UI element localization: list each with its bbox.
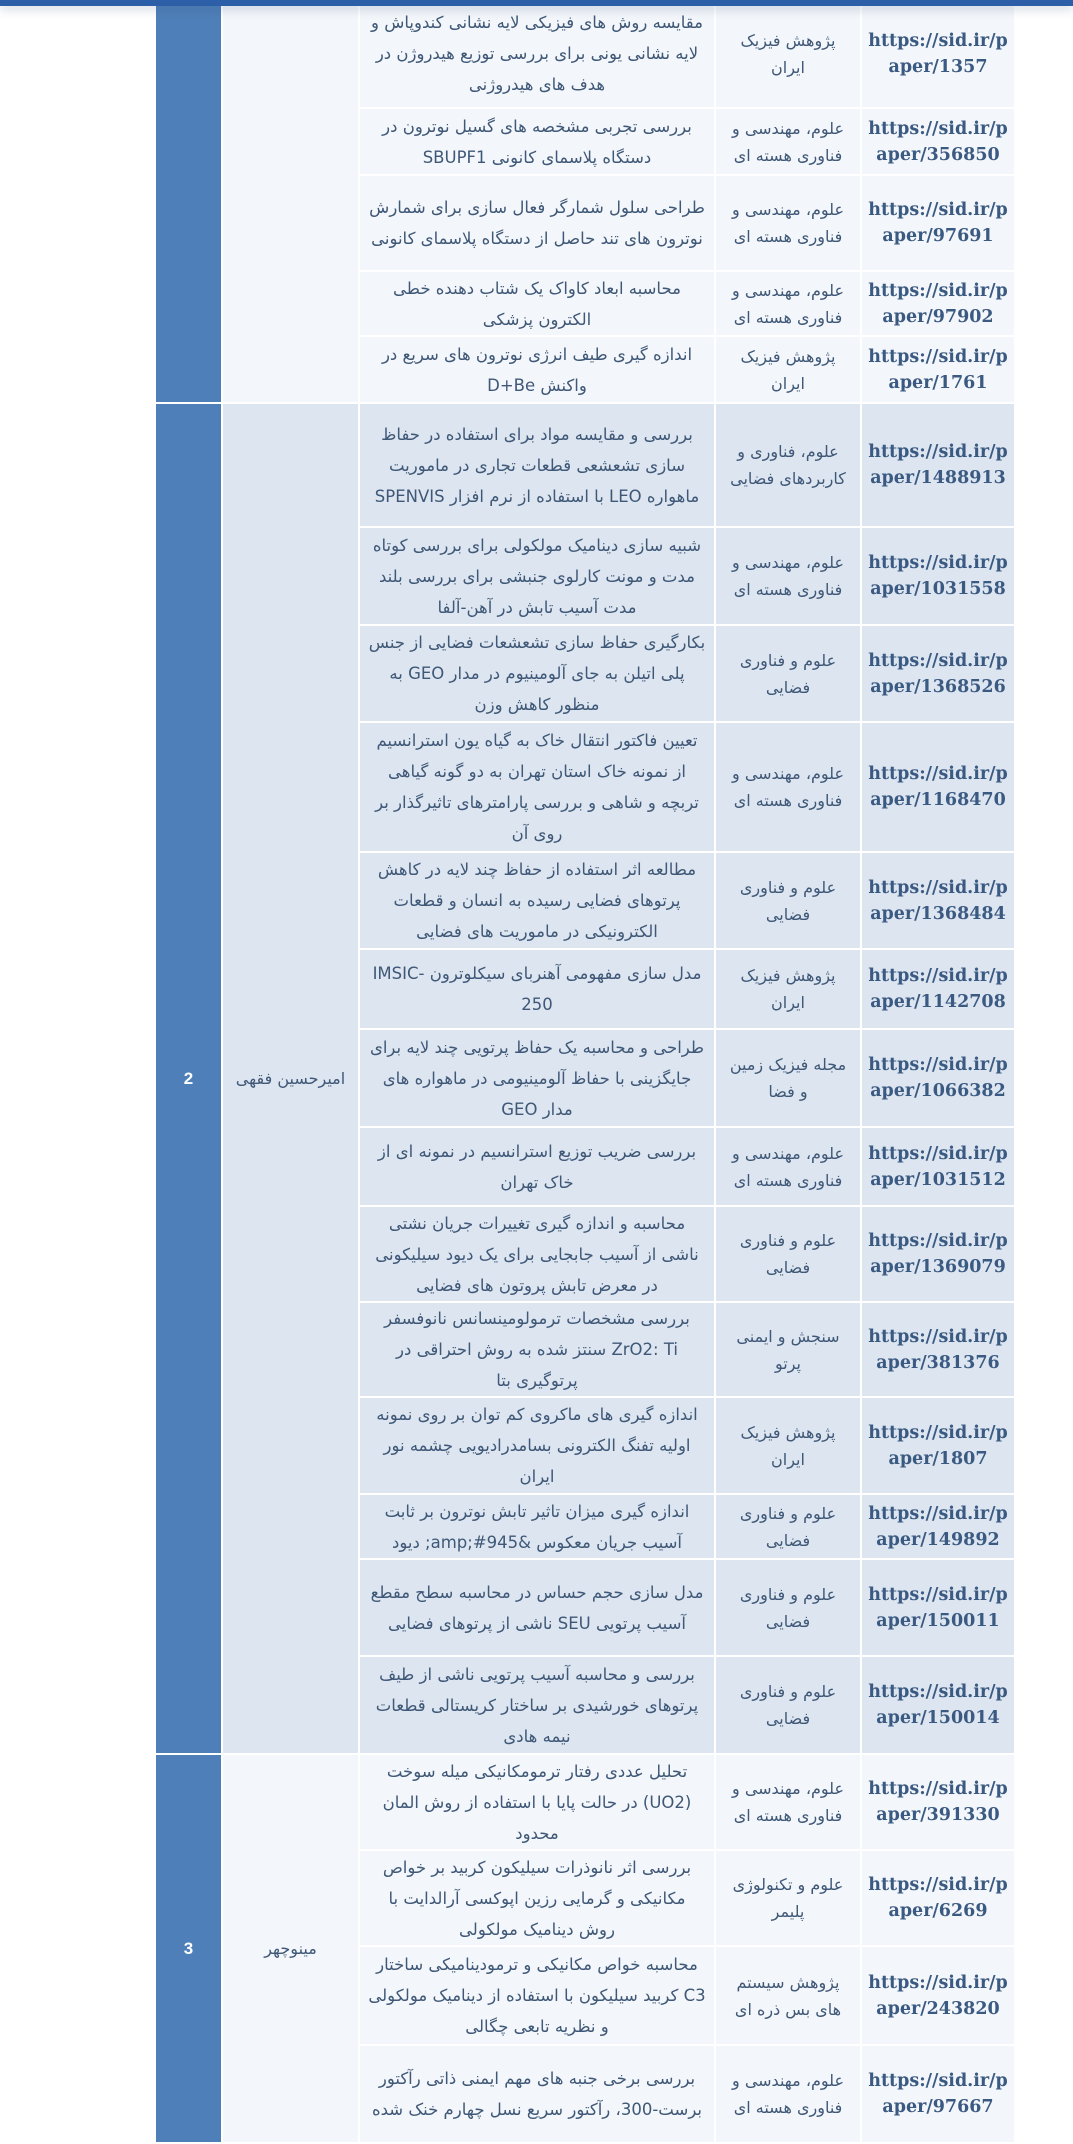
paper-link-cell[interactable] (861, 527, 1015, 625)
paper-title-cell: مطالعه اثر استفاده از حفاظ چند لایه در کاهش پرتوهای فضایی رسیده به انسان و قطعات الکترونیکی در ماموریت های فضایی (359, 852, 715, 949)
paper-title-cell: مدل سازی مفهومی آهنربای سیکلوترون IMSIC-250 (359, 949, 715, 1029)
paper-link[interactable]: https://sid.ir/paper/97691 (868, 200, 1008, 246)
paper-link[interactable]: https://sid.ir/paper/1369079 (868, 1231, 1008, 1277)
paper-link[interactable]: https://sid.ir/paper/6269 (868, 1875, 1008, 1921)
paper-link-cell[interactable] (861, 1206, 1015, 1302)
row-number-cell (155, 0, 222, 403)
journal-cell: سنجش و ایمنی پرتو (715, 1302, 861, 1397)
journal-cell: علوم و فناوری فضایی (715, 1559, 861, 1656)
paper-title-cell: محاسبه و اندازه گیری تغییرات جریان نشتی ناشی از آسیب جابجایی برای یک دیود سیلیکونی در معرض تابش پروتون های فضایی (359, 1206, 715, 1302)
journal-cell: پژوهش فیزیک ایران (715, 336, 861, 403)
paper-link-cell[interactable] (861, 1397, 1015, 1494)
paper-title-cell: محاسبه خواص مکانیکی و ترمودینامیکی ساختار C3 کربید سیلیکون با استفاده از دینامیک مولکولی و نظریه تابعی چگالی (359, 1946, 715, 2045)
row-number-cell: 3 (155, 1754, 222, 2143)
paper-link[interactable]: https://sid.ir/paper/1761 (868, 346, 1008, 393)
paper-title-cell: بکارگیری حفاظ سازی تشعشعات فضایی از جنس پلی اتیلن به جای آلومینیوم در مدار GEO به منظور کاهش وزن (359, 625, 715, 722)
journal-cell: علوم، مهندسی و فناوری هسته ای (715, 175, 861, 271)
paper-link[interactable]: https://sid.ir/paper/97902 (868, 280, 1008, 327)
papers-table-container (154, 0, 1014, 2144)
paper-link-cell[interactable] (861, 1127, 1015, 1206)
paper-link[interactable]: https://sid.ir/paper/391330 (868, 1779, 1008, 1825)
journal-cell: علوم، مهندسی و فناوری هسته ای (715, 2045, 861, 2143)
paper-link-cell[interactable] (861, 1029, 1015, 1127)
paper-title-cell: بررسی و مقایسه مواد برای استفاده در حفاظ سازی تشعشعی قطعات تجاری در ماموریت ماهواره LEO با استفاده از نرم افزار SPENVIS (359, 403, 715, 527)
paper-link-cell[interactable] (861, 0, 1015, 108)
paper-link-cell[interactable] (861, 625, 1015, 722)
paper-link-cell[interactable] (861, 1850, 1015, 1946)
paper-link[interactable]: https://sid.ir/paper/149892 (868, 1503, 1008, 1550)
paper-link-cell[interactable] (861, 852, 1015, 949)
paper-title-cell: اندازه گیری میزان تاثیر تابش نوترون بر ثابت آسیب جریان معکوس &amp;#945; دیود (359, 1494, 715, 1559)
paper-link[interactable]: https://sid.ir/paper/1807 (868, 1422, 1008, 1469)
paper-title-cell: تحلیل عددی رفتار ترمومکانیکی میله سوخت (UO2) در حالت پایا با استفاده از روش المان محدود (359, 1754, 715, 1850)
author-name-cell: امیرحسین فقهی (222, 403, 359, 1754)
paper-title-cell: مقایسه روش های فیزیکی لایه نشانی کندوپاش و لایه نشانی یونی برای بررسی توزیع هیدروژن در هدف های هیدروژنی (359, 0, 715, 108)
paper-link[interactable]: https://sid.ir/paper/97667 (868, 2071, 1008, 2117)
paper-link[interactable]: https://sid.ir/paper/150011 (868, 1584, 1008, 1631)
paper-title-cell: بررسی ضریب توزیع استرانسیم در نمونه ای از خاک تهران (359, 1127, 715, 1206)
journal-cell: علوم و فناوری فضایی (715, 1206, 861, 1302)
paper-link-cell[interactable] (861, 175, 1015, 271)
paper-link[interactable]: https://sid.ir/paper/356850 (868, 118, 1008, 165)
journal-cell: علوم، مهندسی و فناوری هسته ای (715, 271, 861, 336)
paper-link[interactable]: https://sid.ir/paper/1142708 (868, 966, 1008, 1012)
row-number-cell: 2 (155, 403, 222, 1754)
paper-title-cell: بررسی مشخصات ترمولومینسانس نانوفسفر ZrO2: Ti سنتز شده به روش احتراقی در پرتوگیری بتا (359, 1302, 715, 1397)
paper-title-cell: بررسی اثر نانوذرات سیلیکون کربید بر خواص مکانیکی و گرمایی رزین اپوکسی آرالدایت با روش دینامیک مولکولی (359, 1850, 715, 1946)
paper-title-cell: طراحی و محاسبه یک حفاظ پرتویی چند لایه برای جایگزینی با حفاظ آلومینیومی در ماهواره های مدار GEO (359, 1029, 715, 1127)
paper-link[interactable]: https://sid.ir/paper/1066382 (868, 1055, 1008, 1101)
paper-title-cell: اندازه گیری های ماکروی کم توان بر روی نمونه اولیه تفنگ الکترونی بسامدرادیویی چشمه نور ایران (359, 1397, 715, 1494)
journal-cell: پژوهش فیزیک ایران (715, 1397, 861, 1494)
paper-title-cell: بررسی و محاسبه آسیب پرتویی ناشی از طیف پرتوهای خورشیدی بر ساختار کریستالی قطعات نیمه هادی (359, 1656, 715, 1754)
journal-cell: علوم و فناوری فضایی (715, 625, 861, 722)
author-name-cell (222, 0, 359, 403)
paper-link[interactable]: https://sid.ir/paper/150014 (868, 1682, 1008, 1728)
journal-cell: علوم و فناوری فضایی (715, 1494, 861, 1559)
paper-link[interactable]: https://sid.ir/paper/1488913 (868, 442, 1008, 488)
papers-table (154, 0, 1016, 2144)
paper-link-cell[interactable] (861, 108, 1015, 175)
paper-link-cell[interactable] (861, 1302, 1015, 1397)
journal-cell: علوم، فناوری و کاربردهای فضایی (715, 403, 861, 527)
paper-link[interactable]: https://sid.ir/paper/381376 (868, 1326, 1008, 1373)
journal-cell: علوم، مهندسی و فناوری هسته ای (715, 1754, 861, 1850)
paper-link-cell[interactable] (861, 1656, 1015, 1754)
paper-link-cell[interactable] (861, 1494, 1015, 1559)
journal-cell: علوم، مهندسی و فناوری هسته ای (715, 1127, 861, 1206)
paper-title-cell: محاسبه ابعاد کاواک یک شتاب دهنده خطی الکترون پزشکی (359, 271, 715, 336)
paper-title-cell: بررسی برخی جنبه های مهم ایمنی ذاتی رآکتور برست-300، رآکتور سریع نسل چهارم خنک شده (359, 2045, 715, 2143)
paper-link-cell[interactable] (861, 949, 1015, 1029)
table-row (155, 403, 1015, 527)
paper-link[interactable]: https://sid.ir/paper/1031512 (868, 1143, 1008, 1190)
journal-cell: پژوهش فیزیک ایران (715, 0, 861, 108)
journal-cell: مجله فیزیک زمین و فضا (715, 1029, 861, 1127)
journal-cell: علوم، مهندسی و فناوری هسته ای (715, 108, 861, 175)
table-row (155, 0, 1015, 108)
paper-title-cell: بررسی تجربی مشخصه های گسیل نوترون در دستگاه پلاسمای کانونی SBUPF1 (359, 108, 715, 175)
paper-title-cell: تعیین فاکتور انتقال خاک به گیاه یون استرانسیم از نمونه خاک استان تهران به دو گونه گیاهی تربچه و شاهی و بررسی پارامترهای تاثیرگذار بر روی آن (359, 722, 715, 852)
paper-title-cell: شبیه سازی دینامیک مولکولی برای بررسی کوتاه مدت و مونت کارلوی جنبشی برای بررسی بلند مدت آسیب تابش در آهن-آلفا (359, 527, 715, 625)
paper-link-cell[interactable] (861, 1946, 1015, 2045)
paper-link[interactable]: https://sid.ir/paper/1168470 (868, 764, 1008, 810)
top-app-bar (0, 0, 1073, 6)
paper-title-cell: مدل سازی حجم حساس در محاسبه سطح مقطع آسیب پرتویی SEU ناشی از پرتوهای فضایی (359, 1559, 715, 1656)
paper-link[interactable]: https://sid.ir/paper/1368484 (868, 877, 1008, 924)
paper-link[interactable]: https://sid.ir/paper/1368526 (868, 650, 1008, 697)
journal-cell: علوم، مهندسی و فناوری هسته ای (715, 722, 861, 852)
paper-link-cell[interactable] (861, 271, 1015, 336)
paper-title-cell: طراحی سلول شمارگر فعال سازی برای شمارش نوترون های تند حاصل از دستگاه پلاسمای کانونی (359, 175, 715, 271)
paper-link-cell[interactable] (861, 1559, 1015, 1656)
journal-cell: علوم و فناوری فضایی (715, 1656, 861, 1754)
journal-cell: علوم، مهندسی و فناوری هسته ای (715, 527, 861, 625)
journal-cell: پژوهش فیزیک ایران (715, 949, 861, 1029)
table-row (155, 1754, 1015, 1850)
paper-title-cell: اندازه گیری طیف انرژی نوترون های سریع در واکنش D+Be (359, 336, 715, 403)
paper-link[interactable]: https://sid.ir/paper/1357 (868, 30, 1008, 77)
paper-link-cell[interactable] (861, 336, 1015, 403)
journal-cell: علوم و فناوری فضایی (715, 852, 861, 949)
paper-link-cell[interactable] (861, 2045, 1015, 2143)
paper-link-cell[interactable] (861, 1754, 1015, 1850)
paper-link[interactable]: https://sid.ir/paper/243820 (868, 1972, 1008, 2019)
journal-cell: علوم و تکنولوژی پلیمر (715, 1850, 861, 1946)
journal-cell: پژوهش سیستم های بس ذره ای (715, 1946, 861, 2045)
author-name-cell: مینوچهر (222, 1754, 359, 2143)
paper-link-cell[interactable] (861, 403, 1015, 527)
paper-link-cell[interactable] (861, 722, 1015, 852)
paper-link[interactable]: https://sid.ir/paper/1031558 (868, 553, 1008, 599)
